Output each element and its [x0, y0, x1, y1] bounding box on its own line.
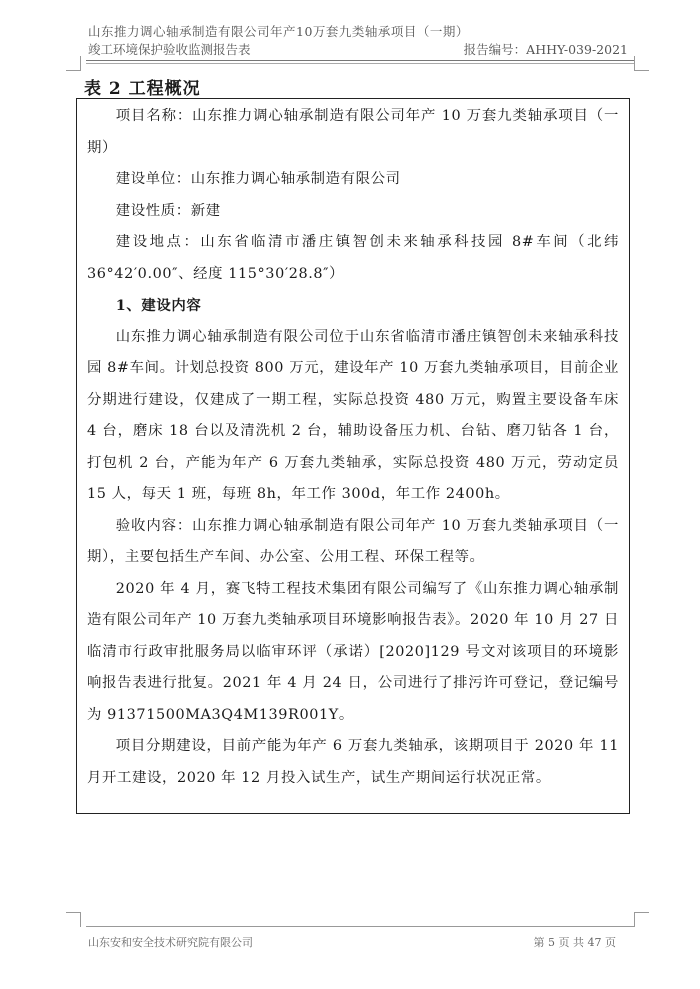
footer-organization: 山东安和安全技术研究院有限公司 — [88, 936, 253, 949]
construction-location: 建设地点：山东省临清市潘庄镇智创未来轴承科技园 8#车间（北纬 36°42′0.00″、经度 115°30′28.8″） — [87, 234, 619, 282]
report-number: 报告编号：AHHY-039-2021 — [463, 42, 628, 57]
construction-unit: 建设单位：山东推力调心轴承制造有限公司 — [115, 171, 401, 187]
footer-page-number: 第 5 页 共 47 页 — [533, 936, 616, 949]
paragraph-intro: 山东推力调心轴承制造有限公司位于山东省临清市潘庄镇智创未来轴承科技园 8#车间。计划总投资 800 万元，建设年产 10 万套九类轴承项目，目前企业分期进行建设，仅建成了一期工程，实际总投资 480 万元，购置主要设备车床 4 台，磨床 18 台以及清洗机 2 台，辅助设备压力机、台钻、磨刀钻各 1 台，打包机 2 台，产能为年产 6 万套九类轴承，实际总投资 480 万元，劳动定员 15 人，每天 1 班，每班 8h，年工作 300d，年工作 2400h。 — [87, 328, 619, 502]
footer-rule — [86, 926, 634, 927]
crop-mark-bottom-left — [66, 912, 81, 927]
project-name: 项目名称：山东推力调心轴承制造有限公司年产 10 万套九类轴承项目（一期） — [87, 108, 619, 156]
subsection-title: 1、建设内容 — [115, 297, 202, 314]
crop-mark-bottom-right — [634, 912, 649, 927]
crop-mark-top-left — [66, 56, 81, 71]
section-title: 表 2 工程概况 — [84, 79, 201, 99]
paragraph-acceptance: 验收内容：山东推力调心轴承制造有限公司年产 10 万套九类轴承项目（一期），主要包括生产车间、办公室、公用工程、环保工程等。 — [87, 517, 619, 565]
crop-mark-top-right — [634, 56, 649, 71]
header-second-line — [88, 40, 628, 58]
paragraph-approval: 2020 年 4 月，赛飞特工程技术集团有限公司编写了《山东推力调心轴承制造有限公司年产 10 万套九类轴承项目环境影响报告表》。2020 年 10 月 27 日临清市行政审批服务局以临审环评（承诺）[2020]129 号文对该项目的环境影响报告表进行批复。2021 年 4 月 24 日，公司进行了排污许可登记，登记编号为 91371500MA3Q4M139R001Y。 — [87, 580, 619, 723]
report-title-header: 山东推力调心轴承制造有限公司年产10万套九类轴承项目（一期） — [88, 24, 469, 39]
paragraph-schedule: 项目分期建设，目前产能为年产 6 万套九类轴承，该期项目于 2020 年 11 月开工建设，2020 年 12 月投入试生产，试生产期间运行状况正常。 — [87, 738, 619, 786]
header-rule — [86, 60, 634, 61]
header-rule-secondary — [86, 63, 634, 64]
construction-nature: 建设性质：新建 — [115, 202, 221, 219]
project-overview-box — [76, 98, 630, 814]
report-subtitle-header: 竣工环境保护验收监测报告表 — [88, 42, 251, 57]
